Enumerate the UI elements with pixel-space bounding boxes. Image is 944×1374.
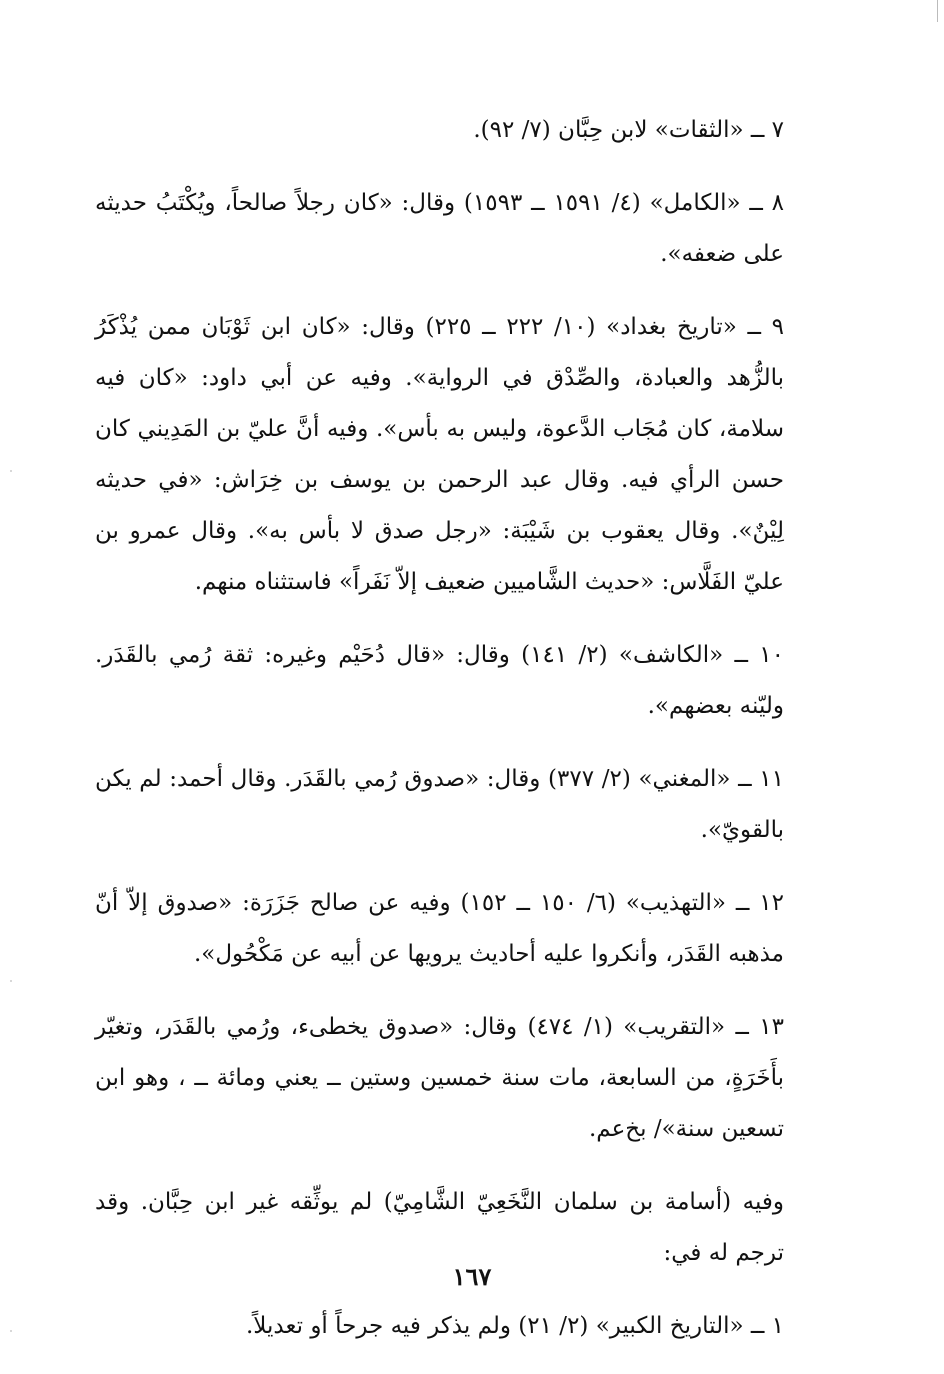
margin-speck — [10, 470, 12, 472]
entry-10: ١٠ ــ «الكاشف» (٢/ ١٤١) وقال: «قال دُحَيْم وغيره: ثقة رُمي بالقَدَر. وليّنه بعضهم». — [95, 642, 784, 719]
margin-speck — [10, 1330, 12, 1332]
page-body — [95, 105, 784, 1374]
closing-paragraph: وفيه (أسامة بن سلمان النَّخَعِيّ الشَّامِيّ) لم يوثِّقه غير ابن حِبَّان. وقد ترجم له في: — [95, 1189, 784, 1266]
entry-7: ٧ ــ «الثقات» لابن حِبَّان (٧/ ٩٢). — [473, 117, 784, 143]
page-number: ١٦٧ — [452, 1262, 492, 1291]
entry-11: ١١ ــ «المغني» (٢/ ٣٧٧) وقال: «صدوق رُمي بالقَدَر. وقال أحمد: لم يكن بالقويّ». — [95, 766, 784, 843]
page-edge-mark — [937, 0, 938, 22]
margin-speck — [10, 980, 12, 982]
entry-13: ١٣ ــ «التقريب» (١/ ٤٧٤) وقال: «صدوق يخطىء، ورُمي بالقَدَر، وتغيّر بأَخَرَةٍ، من السابعة، مات سنة خمسين وستين ــ يعني ومائة ــ ، وهو ابن تسعين سنة»/ بخ‌عم. — [95, 1014, 784, 1142]
entry-9: ٩ ــ «تاريخ بغداد» (١٠/ ٢٢٢ ــ ٢٢٥) وقال: «كان ابن ثَوْبَان ممن يُذْكَرُ بالزُّهد والعبادة، والصِّدْق في الرواية». وفيه عن أبي داود: «كان فيه سلامة، كان مُجَاب الدَّعوة، وليس به بأس». وفيه أنَّ عليّ بن المَدِيني كان حسن الرأي فيه. وقال عبد الرحمن بن يوسف بن خِرَاش: «في حديثه لِيْنٌ». وقال يعقوب بن شَيْبَة: «رجل صدق لا بأس به». وقال عمرو بن عليّ الفَلَّاس: «حديث الشَّاميين ضعيف إلاّ نَفَراً» فاستثناه منهم. — [95, 314, 785, 595]
entry-8: ٨ ــ «الكامل» (٤/ ١٥٩١ ــ ١٥٩٣) وقال: «كان رجلاً صالحاً، ويُكْتَبُ حديثه على ضعفه». — [95, 190, 785, 267]
entry-12: ١٢ ــ «التهذيب» (٦/ ١٥٠ ــ ١٥٢) وفيه عن صالح جَزَرَة: «صدوق إلاّ أنّ مذهبه القَدَر، وأنكروا عليه أحاديث يرويها عن أبيه عن مَكْحُول». — [95, 890, 784, 967]
sub-entry-1: ١ ــ «التاريخ الكبير» (٢/ ٢١) ولم يذكر فيه جرحاً أو تعديلاً. — [246, 1313, 784, 1339]
